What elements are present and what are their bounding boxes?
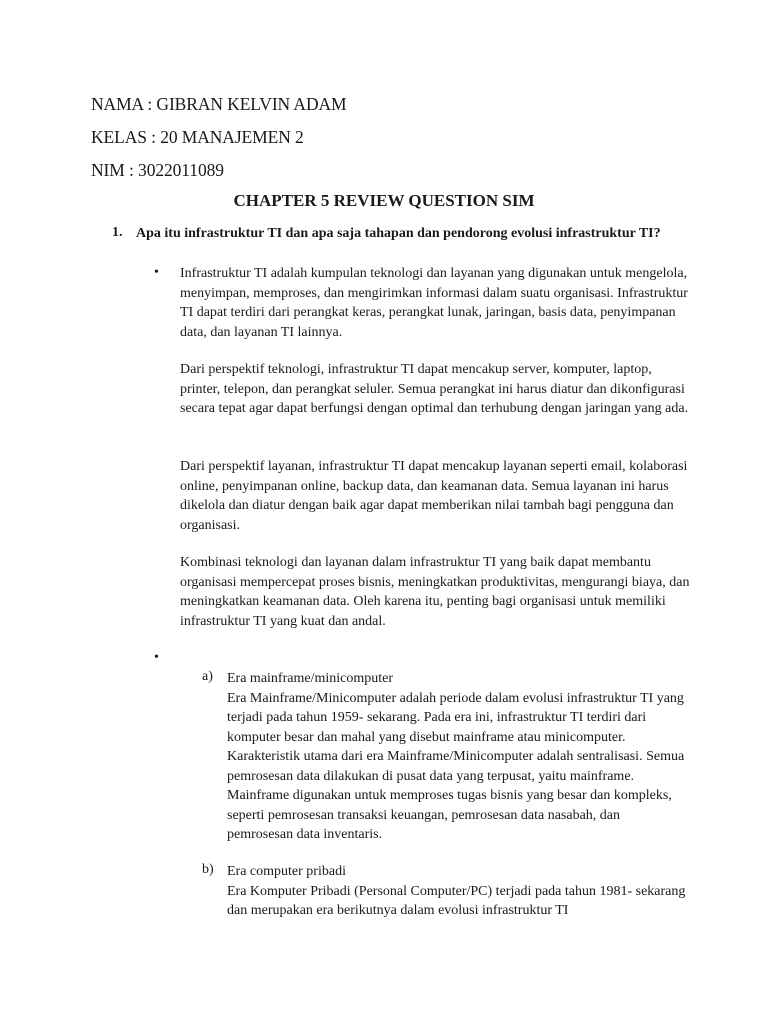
paragraph-services: Dari perspektif layanan, infrastruktur TI dapat mencakup layanan seperti email, kolaborasi online, penyimpanan online, backup data, dan keamanan data. Semua layanan ini harus dikelola dan diatur dengan baik agar dapat memberikan nilai tambah bagi pengguna dan organisasi. [180, 459, 688, 533]
era-item [227, 862, 687, 921]
paragraph-combination: Kombinasi teknologi dan layanan dalam infrastruktur TI yang baik dapat membantu organisasi mempercepat proses bisnis, meningkatkan produktivitas, mengurangi biaya, dan meningkatkan keamanan data. Oleh karena itu, penting bagi organisasi untuk memiliki infrastruktur TI yang kuat dan andal. [180, 555, 690, 629]
document-title: CHAPTER 5 REVIEW QUESTION SIM [233, 191, 535, 210]
era-description: Era Mainframe/Minicomputer adalah periode dalam evolusi infrastruktur TI yang terjadi pada tahun 1959- sekarang. Pada era ini, infrastruktur TI terdiri dari komputer besar dan mahal yang disebut mainframe atau minicomputer. Karakteristik utama dari era Mainframe/Minicomputer adalah sentralisasi. Semua pemrosesan data dilakukan di pusat data yang terpusat, yaitu mainframe. Mainframe digunakan untuk memproses tugas bisnis yang besar dan kompleks, seperti pemrosesan transaksi keuangan, pemrosesan data nasabah, dan pemrosesan data inventaris. [227, 690, 685, 842]
era-description: Era Komputer Pribadi (Personal Computer/PC) terjadi pada tahun 1981- sekarang dan merupakan era berikutnya dalam evolusi infrastruktur TI [227, 883, 686, 918]
student-id: NIM : 3022011089 [91, 160, 224, 180]
paragraph-technology: Dari perspektif teknologi, infrastruktur TI dapat mencakup server, komputer, laptop, printer, telepon, dan perangkat seluler. Semua perangkat ini harus diatur dan dikonfigurasi secara tepat agar dapat berfungsi dengan optimal dan terhubung dengan jaringan yang ada. [180, 362, 689, 416]
question-text: Apa itu infrastruktur TI dan apa saja tahapan dan pendorong evolusi infrastruktur TI? [136, 226, 661, 241]
era-title: Era mainframe/minicomputer [227, 671, 393, 686]
era-title: Era computer pribadi [227, 864, 346, 879]
era-label: b) [202, 862, 214, 877]
question-number: 1. [112, 225, 123, 240]
paragraph-definition: Infrastruktur TI adalah kumpulan teknologi dan layanan yang digunakan untuk mengelola, menyimpan, memproses, dan mengirimkan informasi dalam suatu organisasi. Infrastruktur TI dapat terdiri dari perangkat keras, perangkat lunak, jaringan, basis data, penyimpanan data, dan layanan TI lainnya. [180, 266, 688, 340]
student-class: KELAS : 20 MANAJEMEN 2 [91, 127, 304, 147]
era-item [227, 669, 687, 845]
bullet-icon: • [154, 650, 159, 665]
bullet-icon: • [154, 265, 159, 280]
student-name: NAMA : GIBRAN KELVIN ADAM [91, 94, 347, 114]
era-label: a) [202, 669, 213, 684]
